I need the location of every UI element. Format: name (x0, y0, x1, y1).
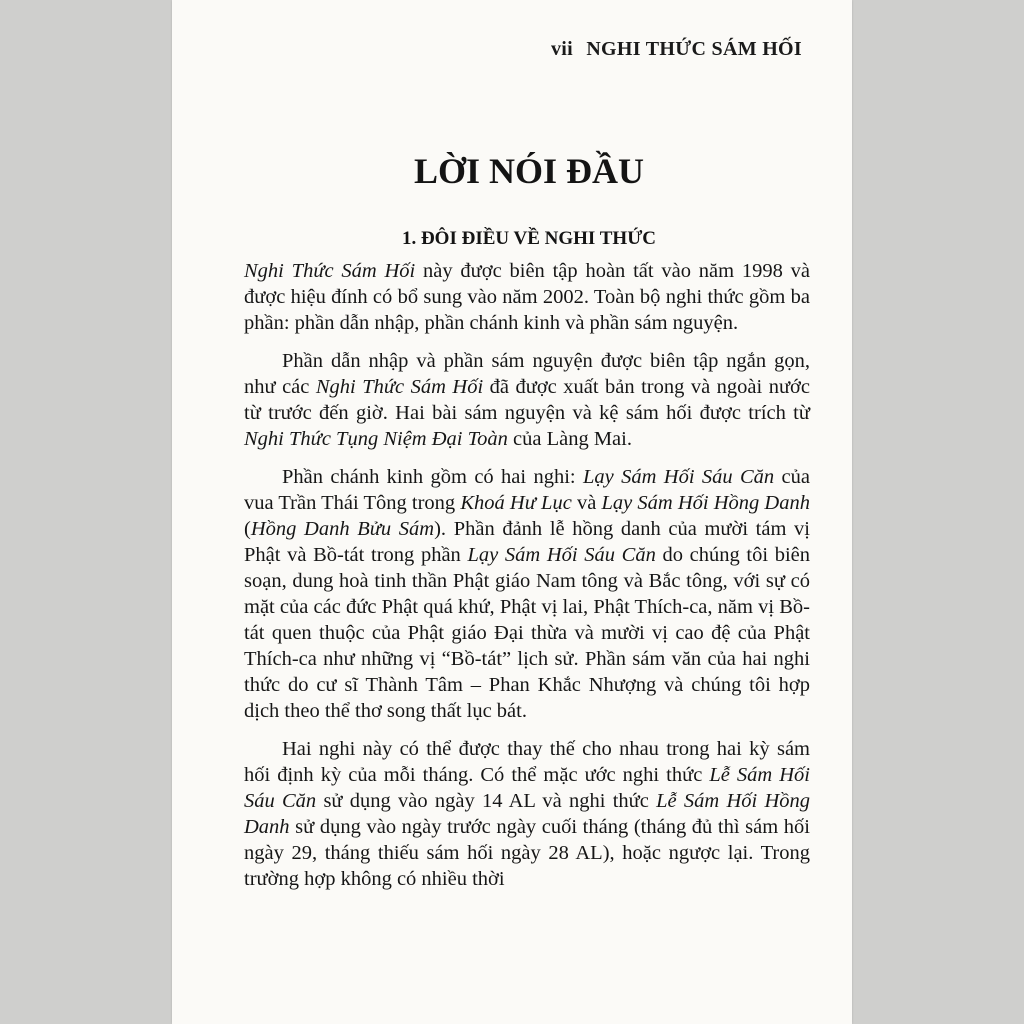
italic-title-run: Nghi Thức Sám Hối (315, 376, 484, 398)
chapter-title: LỜI NÓI ĐẦU (413, 151, 645, 191)
text-run: của Làng Mai. (507, 428, 632, 450)
italic-title-run: Khoá Hư Lục (460, 492, 572, 514)
text-run: này được biên tập hoàn tất vào năm 1998 và được hiệu đính có bổ sung vào năm 2002. Toàn bộ nghi thức gồm ba phần: phần dẫn nhập, phần chánh kinh và phần sám nguyện. (244, 260, 810, 334)
text-run: Phần dẫn nhập và phần sám nguyện được biên tập ngắn gọn, như các (244, 350, 810, 398)
italic-title-run: Lạy Sám Hối Sáu Căn (467, 544, 656, 566)
paragraph (244, 258, 810, 336)
text-run: do chúng tôi biên soạn, dung hoà tinh thần Phật giáo Nam tông và Bắc tông, với sự có mặt của các đức Phật quá khứ, Phật vị lai, Phật Thích-ca, năm vị Bồ-tát quen thuộc của Phật giáo Đại thừa và mười vị cao đệ của Phật Thích-ca như những vị “Bồ-tát” lịch sử. Phần sám văn của hai nghi thức do cư sĩ Thành Tâm – Phan Khắc Nhượng và chúng tôi hợp dịch theo thể thơ song thất lục bát. (244, 544, 810, 722)
section-heading: 1. ĐÔI ĐIỀU VỀ NGHI THỨC (401, 228, 657, 249)
text-run: Hai nghi này có thể được thay thế cho nhau trong hai kỳ sám hối định kỳ của mỗi tháng. Có thể mặc ước nghi thức (244, 738, 810, 786)
body-text (244, 258, 810, 892)
text-run: sử dụng vào ngày 14 AL và nghi thức (316, 790, 657, 812)
page-number: vii (550, 38, 573, 60)
italic-title-run: Hồng Danh Bửu Sám (250, 518, 435, 540)
paragraph (244, 464, 810, 724)
italic-title-run: Lễ Sám Hối Sáu Căn (244, 764, 810, 812)
text-run: của vua Trần Thái Tông trong (244, 466, 811, 514)
running-head-title: NGHI THỨC SÁM HỐI (586, 38, 802, 60)
italic-title-run: Lễ Sám Hối Hồng Danh (244, 790, 811, 838)
text-run: ). Phần đảnh lễ hồng danh của mười tám vị Phật và Bồ-tát trong phần (244, 518, 810, 566)
italic-title-run: Lạy Sám Hối Sáu Căn (582, 466, 775, 488)
italic-title-run: Nghi Thức Tụng Niệm Đại Toàn (244, 428, 508, 450)
running-head (551, 38, 802, 61)
italic-title-run: Lạy Sám Hối Hồng Danh (601, 492, 810, 514)
text-run: và (571, 492, 602, 514)
text-run: đã được xuất bản trong và ngoài nước từ trước đến giờ. Hai bài sám nguyện và kệ sám hối được trích từ (244, 376, 810, 424)
paragraph (244, 736, 810, 892)
text-run: ( (244, 518, 251, 540)
text-run: sử dụng vào ngày trước ngày cuối tháng (tháng đủ thì sám hối ngày 29, tháng thiếu sám hối ngày 28 AL), hoặc ngược lại. Trong trường hợp không có nhiều thời (244, 816, 810, 890)
text-run: Phần chánh kinh gồm có hai nghi: (282, 466, 583, 488)
italic-title-run: Nghi Thức Sám Hối (244, 260, 416, 282)
paragraph (244, 348, 810, 452)
